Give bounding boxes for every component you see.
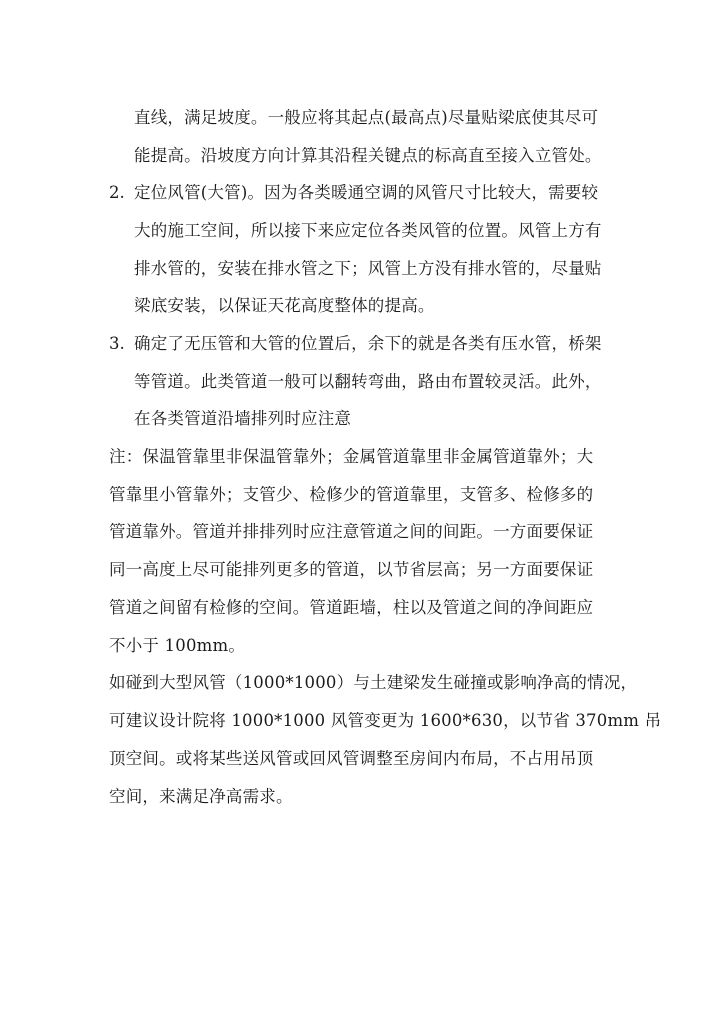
top-line-1: 直线，满足坡度。一般应将其起点(最高点)尽量贴梁底使其尽可 xyxy=(134,108,599,127)
item-3-line-1: 确定了无压管和大管的位置后，余下的就是各类有压水管，桥架 xyxy=(134,334,602,353)
item-3-line-2: 等管道。此类管道一般可以翻转弯曲，路由布置较灵活。此外， xyxy=(134,372,602,391)
note-line-3: 管道靠外。管道并排排列时应注意管道之间的间距。一方面要保证 xyxy=(109,522,594,541)
item-2-number: 2. xyxy=(109,183,125,202)
note-line-5: 管道之间留有检修的空间。管道距墙，柱以及管道之间的净间距应 xyxy=(109,598,594,617)
item-2-line-2: 大的施工空间，所以接下来应定位各类风管的位置。风管上方有 xyxy=(134,221,602,240)
item-3-line-3: 在各类管道沿墙排列时应注意 xyxy=(134,409,352,428)
final-line-3: 顶空间。或将某些送风管或回风管调整至房间内布局，不占用吊顶 xyxy=(109,749,594,768)
note-line-1: 注：保温管靠里非保温管靠外；金属管道靠里非金属管道靠外；大 xyxy=(109,447,594,466)
note-line-4: 同一高度上尽可能排列更多的管道，以节省层高；另一方面要保证 xyxy=(109,560,594,579)
top-line-2: 能提高。沿坡度方向计算其沿程关键点的标高直至接入立管处。 xyxy=(134,146,602,165)
note-line-6: 不小于 100mm。 xyxy=(109,636,246,655)
final-line-2: 可建议设计院将 1000*1000 风管变更为 1600*630，以节省 370mm 吊 xyxy=(109,711,662,730)
item-2-line-3: 排水管的，安装在排水管之下；风管上方没有排水管的，尽量贴 xyxy=(134,259,602,278)
note-line-2: 管靠里小管靠外；支管少、检修少的管道靠里，支管多、检修多的 xyxy=(109,485,594,504)
item-2-line-1: 定位风管(大管)。因为各类暖通空调的风管尺寸比较大，需要较 xyxy=(134,183,599,202)
item-3-number: 3. xyxy=(109,334,125,353)
item-2-line-4: 梁底安装，以保证天花高度整体的提高。 xyxy=(134,296,435,315)
final-line-1: 如碰到大型风管（1000*1000）与土建梁发生碰撞或影响净高的情况， xyxy=(109,673,638,692)
final-line-4: 空间，来满足净高需求。 xyxy=(109,787,293,806)
